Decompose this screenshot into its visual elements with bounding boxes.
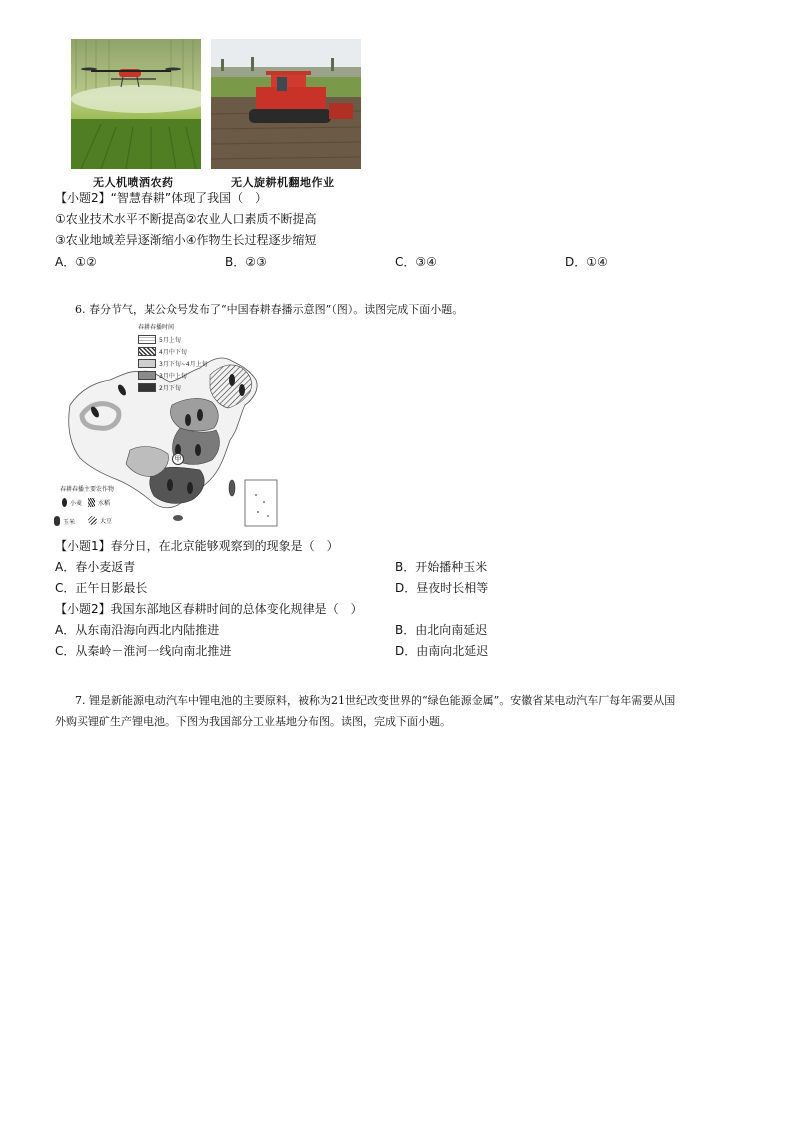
wheat-icon [62,498,67,507]
photo1-caption: 无人机喷洒农药 [93,176,174,189]
legend-label: 4月中下旬 [159,348,187,356]
crop-label: 玉米 [63,518,76,526]
crop-soybean [88,516,112,525]
q6-sub1-option-a[interactable]: A．春小麦返青 [55,560,136,574]
legend-item [138,382,208,392]
q6-sub2-option-d[interactable]: D．由南向北延迟 [395,644,489,658]
tractor-tilling-photo [211,39,361,169]
q6-sub2-option-c[interactable]: C．从秦岭－淮河一线向南北推进 [55,644,232,658]
crops-legend-title: 春耕春播主要农作物 [60,486,115,493]
q7-line2: 外购买锂矿生产锂电池。下图为我国部分工业基地分布图。读图，完成下面小题。 [55,715,451,728]
q6-sub2-option-a[interactable]: A．从东南沿海向西北内陆推进 [55,623,220,637]
crop-label: 大豆 [100,518,113,525]
legend-label: 5月上旬 [159,336,181,344]
q5-sub2-line1: ①农业技术水平不断提高②农业人口素质不断提高 [55,212,317,226]
q5-sub2-stem: 【小题2】“智慧春耕”体现了我国（ ） [55,191,268,205]
legend-label: 2月下旬 [159,384,181,392]
legend-label: 3月中上旬 [159,372,187,380]
corn-icon [54,516,60,526]
crop-rice [88,498,110,507]
legend-item [138,334,208,344]
rice-icon [88,498,95,507]
q6-sub1-option-d[interactable]: D．昼夜时长相等 [395,581,489,595]
q5-sub2-line2: ③农业地域差异逐渐缩小④作物生长过程逐步缩短 [55,233,317,247]
q6-sub2-stem: 【小题2】我国东部地区春耕时间的总体变化规律是（ ） [55,602,363,616]
photo2-caption: 无人旋耕机翻地作业 [231,176,335,189]
q6-sub1-stem: 【小题1】春分日，在北京能够观察到的现象是（ ） [55,539,339,553]
legend-label: 3月下旬~4月上旬 [159,360,208,368]
crop-label: 小麦 [70,500,83,507]
q5-sub2-option-d[interactable]: D．①④ [565,255,608,269]
q6-sub1-option-c[interactable]: C．正午日影最长 [55,581,148,595]
q6-intro: 6. 春分节气，某公众号发布了“中国春耕春播示意图”（图）。读图完成下面小题。 [75,303,464,316]
crop-wheat [62,498,82,507]
q5-sub2-option-a[interactable]: A．①② [55,255,97,269]
q6-sub1-option-b[interactable]: B．开始播种玉米 [395,560,488,574]
q5-sub2-option-c[interactable]: C．③④ [395,255,437,269]
q7-line1: 7. 锂是新能源电动汽车中锂电池的主要原料，被称为21世纪改变世界的“绿色能源金属”。安徽省某电动汽车厂每年需要从国 [75,694,676,707]
crop-label: 水稻 [98,500,111,507]
legend-title: 春耕春播时间 [138,324,175,331]
q5-sub2-option-b[interactable]: B．②③ [225,255,267,269]
q6-sub2-option-b[interactable]: B．由北向南延迟 [395,623,488,637]
drone-spraying-photo [71,39,201,169]
crop-corn [54,516,75,526]
soybean-icon [88,516,97,525]
place-label-jia: 甲 [172,453,184,465]
legend-item [138,370,208,380]
legend-item [138,358,208,368]
legend-item [138,346,208,356]
map-legend [138,322,208,394]
spring-plowing-map [60,320,285,530]
